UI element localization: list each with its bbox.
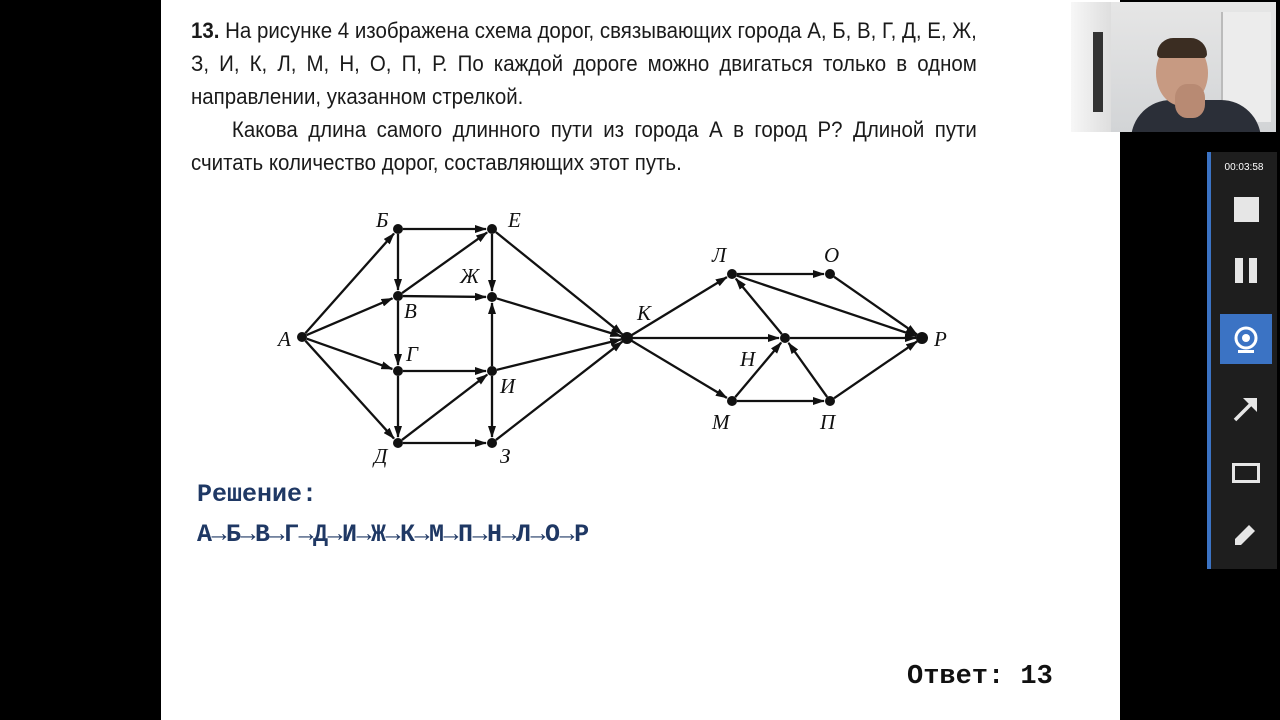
city-node [487,224,497,234]
webcam-overlay [1071,2,1276,132]
city-node [393,291,403,301]
answer: Ответ: 13 [907,662,1053,692]
city-node [393,366,403,376]
road-edge [403,296,486,297]
road-edge [496,232,622,334]
road-edge [631,341,727,398]
city-label: Л [712,243,727,267]
city-node [487,438,497,448]
solution-path: А→Б→В→Г→Д→И→Ж→К→М→П→Н→Л→О→Р [197,520,589,549]
city-label: М [712,410,730,434]
pen-icon [1231,519,1261,549]
road-edge [402,375,487,440]
city-node [297,332,307,342]
rectangle-tool-button[interactable] [1220,448,1272,498]
road-graph [161,0,1120,720]
city-label: В [404,299,417,323]
city-label: Р [934,327,947,351]
webcam-icon [1231,324,1261,354]
city-node [727,269,737,279]
slide [161,0,1120,720]
pause-button[interactable] [1220,245,1272,295]
city-label: А [278,327,291,351]
recorder-toolbar [1207,152,1277,569]
city-node [487,292,497,302]
stop-button[interactable] [1220,184,1272,234]
road-edge [788,343,827,397]
city-label: Б [376,208,389,232]
city-node [621,332,633,344]
city-node [825,269,835,279]
stop-icon [1234,197,1259,222]
city-label: О [824,243,840,267]
city-label: Г [406,342,418,366]
city-node [727,396,737,406]
city-label: И [500,374,516,398]
city-node [393,224,403,234]
city-label: З [500,444,511,468]
road-edge [737,276,917,336]
road-edge [305,341,394,439]
road-edge [497,339,621,369]
problem-number: 13. [191,18,220,43]
arrow-tool-button[interactable] [1220,384,1272,434]
city-label: Ж [460,264,480,288]
road-edge [307,339,393,369]
solution-title: Решение: [197,480,318,509]
problem-paragraph-2: Какова длина самого длинного пути из города А в город Р? Длиной пути считать количество дорог, составляющих этот путь. [191,117,977,175]
pause-icon [1235,258,1257,283]
road-edge [834,277,917,335]
city-node [393,438,403,448]
city-label: П [820,410,836,434]
road-edge [305,233,394,333]
pen-tool-button[interactable] [1220,509,1272,559]
city-node [780,333,790,343]
road-edge [736,279,782,335]
recording-time: 00:03:58 [1224,162,1264,173]
arrow-icon [1231,394,1261,424]
rectangle-icon [1232,463,1260,483]
city-node [487,366,497,376]
city-label: К [637,301,651,325]
problem-paragraph-1-text: На рисунке 4 изображена схема дорог, связывающих города А, Б, В, Г, Д, Е, Ж, З, И, К, Л, М, Н, О, П, Р. По каждой дороге можно двигаться только в одном направлении, указанном стрелкой. [191,18,977,109]
city-node [916,332,928,344]
webcam-button[interactable] [1220,314,1272,364]
city-label: Е [508,208,521,232]
road-edge [834,341,917,398]
city-label: Н [740,347,756,371]
city-label: Д [374,444,388,468]
city-node [825,396,835,406]
